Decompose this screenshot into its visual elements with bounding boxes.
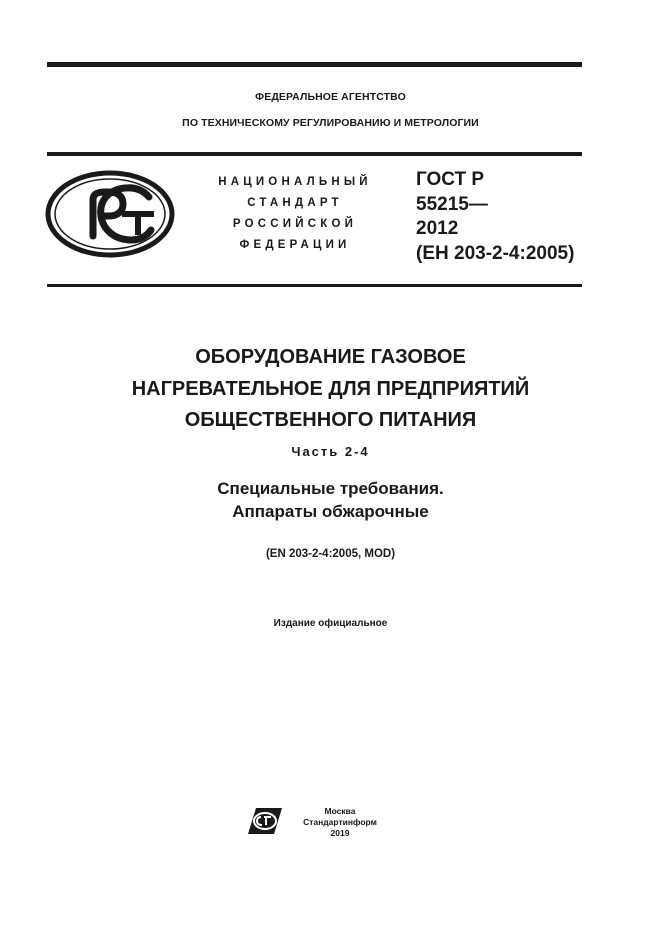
title-line-1: ОБОРУДОВАНИЕ ГАЗОВОЕ [195, 346, 466, 368]
part-number: Часть 2-4 [291, 444, 370, 459]
edition-label: Издание официальное [273, 618, 388, 629]
document-title [0, 342, 661, 437]
title-line-3: ОБЩЕСТВЕННОГО ПИТАНИЯ [184, 409, 477, 431]
designation-line-4: (ЕН 203-2-4:2005) [416, 242, 575, 264]
national-standard-line-4: ФЕДЕРАЦИИ [239, 239, 351, 251]
title-line-2: НАГРЕВАТЕЛЬНОЕ ДЛЯ ПРЕДПРИЯТИЙ [131, 377, 530, 400]
publisher-name: Стандартинформ [303, 817, 377, 827]
agency-line-1: ФЕДЕРАЛЬНОЕ АГЕНТСТВО [255, 91, 406, 103]
national-standard-block [200, 172, 390, 256]
header-bottom-rule [47, 284, 582, 287]
subtitle-line-2: Аппараты обжарочные [232, 501, 429, 521]
document-subtitle [0, 478, 661, 523]
equivalence-note: (EN 203-2-4:2005, MOD) [265, 548, 396, 560]
publisher-city: Москва [324, 806, 356, 816]
rst-certification-logo-icon [45, 170, 175, 258]
publisher-year: 2019 [330, 828, 350, 838]
standard-designation [416, 168, 574, 266]
standartinform-logo-icon [246, 806, 286, 836]
designation-line-1: ГОСТ Р [416, 169, 485, 190]
top-rule [47, 62, 582, 67]
designation-line-2: 55215— [416, 193, 488, 215]
agency-line-2: ПО ТЕХНИЧЕСКОМУ РЕГУЛИРОВАНИЮ И МЕТРОЛОГИИ [182, 117, 479, 129]
subtitle-line-1: Специальные требования. [217, 479, 444, 498]
national-standard-line-3: РОССИЙСКОЙ [232, 218, 358, 230]
national-standard-line-1: НАЦИОНАЛЬНЫЙ [218, 176, 372, 188]
designation-line-3: 2012 [416, 218, 459, 239]
national-standard-line-2: СТАНДАРТ [247, 197, 343, 209]
publisher-block [296, 806, 384, 839]
header-rule [47, 152, 582, 156]
